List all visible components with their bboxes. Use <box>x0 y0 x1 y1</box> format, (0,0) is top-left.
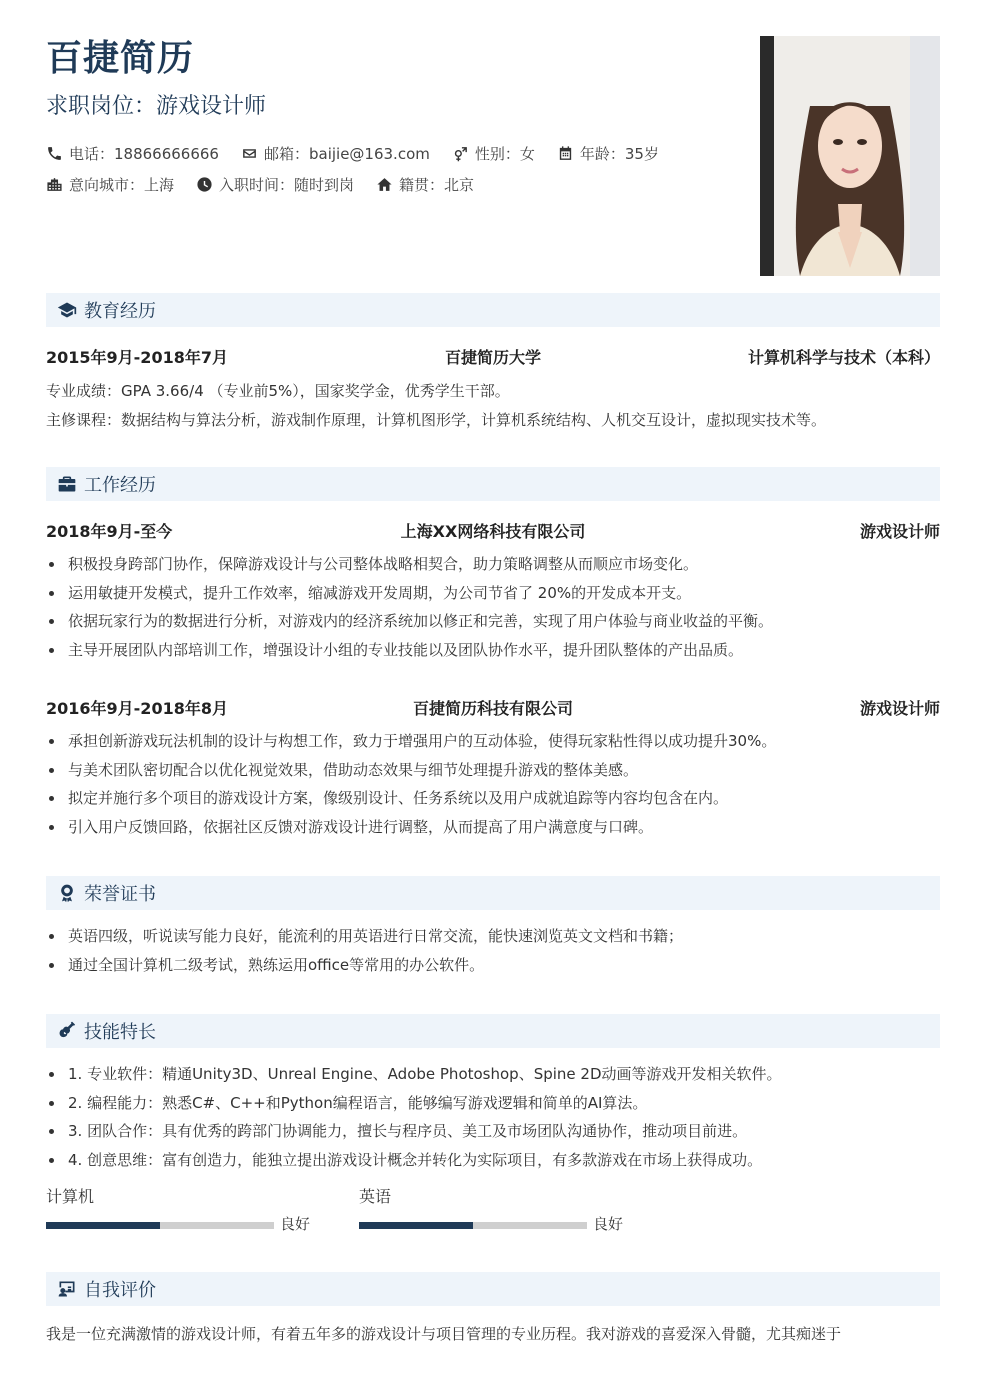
city-info <box>46 174 174 195</box>
job-1-company: 上海XX网络科技有限公司 <box>400 522 586 541</box>
section-education-title: 教育经历 <box>84 301 156 322</box>
job-entry-2 <box>46 696 940 720</box>
skill-english-fill <box>359 1222 473 1229</box>
list-item: 与美术团队密切配合以优化视觉效果，借助动态效果与细节处理提升游戏的整体美感。 <box>46 756 776 785</box>
section-self-eval-header <box>46 1272 940 1306</box>
skill-computer-level: 良好 <box>280 1215 311 1233</box>
guitar-icon <box>56 1021 78 1041</box>
age-text: 年龄：35岁 <box>579 145 659 163</box>
section-education-header <box>46 293 940 327</box>
gender-info <box>452 143 535 164</box>
mail-icon <box>241 145 258 162</box>
contact-row-1 <box>46 143 681 164</box>
skill-bar-english <box>359 1184 639 1244</box>
honors-bullets <box>46 922 683 979</box>
list-item: 引入用户反馈回路，依据社区反馈对游戏设计进行调整，从而提高了用户满意度与口碑。 <box>46 813 776 842</box>
job-position: 求职岗位：游戏设计师 <box>46 94 267 119</box>
section-self-eval-title: 自我评价 <box>84 1280 156 1301</box>
profile-photo <box>760 36 940 276</box>
list-item: 依据玩家行为的数据进行分析，对游戏内的经济系统加以修正和完善，实现了用户体验与商业收益的平衡。 <box>46 607 773 636</box>
section-work-header <box>46 467 940 501</box>
start-time-info <box>196 174 354 195</box>
skills-bullets <box>46 1060 782 1175</box>
gender-icon <box>452 145 469 162</box>
presentation-icon <box>56 1279 78 1299</box>
list-item: 3. 团队合作：具有优秀的跨部门协调能力，擅长与程序员、美工及市场团队沟通协作，推动项目前进。 <box>46 1117 782 1146</box>
hometown-text: 籍贯：北京 <box>399 176 475 194</box>
section-honors-header <box>46 876 940 910</box>
job-2-date: 2016年9月-2018年8月 <box>46 699 228 718</box>
section-work-title: 工作经历 <box>84 475 156 496</box>
education-date: 2015年9月-2018年7月 <box>46 348 228 367</box>
contact-row-2 <box>46 174 496 195</box>
resume-title: 百捷简历 <box>46 38 195 79</box>
list-item: 运用敏捷开发模式，提升工作效率，缩减游戏开发周期，为公司节省了 20%的开发成本开支。 <box>46 579 773 608</box>
phone-info <box>46 143 219 164</box>
profile-photo-illustration <box>760 36 940 276</box>
skill-computer-name: 计算机 <box>46 1187 95 1206</box>
home-icon <box>376 176 393 193</box>
list-item: 通过全国计算机二级考试，熟练运用office等常用的办公软件。 <box>46 951 683 980</box>
award-icon <box>56 883 78 903</box>
education-courses: 主修课程：数据结构与算法分析，游戏制作原理，计算机图形学，计算机系统结构、人机交互设计，虚拟现实技术等。 <box>46 411 827 429</box>
job-entry-1 <box>46 519 940 543</box>
skill-bar-computer <box>46 1184 326 1244</box>
education-gpa: 专业成绩：GPA 3.66/4 （专业前5%），国家奖学金，优秀学生干部。 <box>46 382 510 400</box>
calendar-icon <box>557 145 574 162</box>
skill-computer-track <box>46 1222 274 1229</box>
self-eval-text: 我是一位充满激情的游戏设计师，有着五年多的游戏设计与项目管理的专业历程。我对游戏的喜爱深入骨髓，尤其痴迷于 <box>46 1325 842 1343</box>
job-2-role: 游戏设计师 <box>859 699 940 718</box>
skill-computer-fill <box>46 1222 160 1229</box>
skill-english-name: 英语 <box>359 1187 392 1206</box>
list-item: 2. 编程能力：熟悉C#、C++和Python编程语言，能够编写游戏逻辑和简单的AI算法。 <box>46 1089 782 1118</box>
city-text: 意向城市：上海 <box>69 176 175 194</box>
list-item: 1. 专业软件：精通Unity3D、Unreal Engine、Adobe Photoshop、Spine 2D动画等游戏开发相关软件。 <box>46 1060 782 1089</box>
skill-english-level: 良好 <box>593 1215 624 1233</box>
briefcase-icon <box>56 474 78 494</box>
list-item: 英语四级，听说读写能力良好，能流利的用英语进行日常交流，能快速浏览英文文档和书籍； <box>46 922 683 951</box>
skill-english-track <box>359 1222 587 1229</box>
list-item: 拟定并施行多个项目的游戏设计方案，像级别设计、任务系统以及用户成就追踪等内容均包含在内。 <box>46 784 776 813</box>
hometown-info <box>376 174 474 195</box>
list-item: 承担创新游戏玩法机制的设计与构想工作，致力于增强用户的互动体验，使得玩家粘性得以成功提升30%。 <box>46 727 776 756</box>
education-entry <box>46 345 940 369</box>
phone-icon <box>46 145 63 162</box>
job-1-date: 2018年9月-至今 <box>46 522 173 541</box>
clock-icon <box>196 176 213 193</box>
job-2-bullets <box>46 727 776 842</box>
education-major: 计算机科学与技术（本科） <box>747 348 940 367</box>
phone-text: 电话：18866666666 <box>69 145 219 163</box>
graduation-cap-icon <box>56 300 78 320</box>
start-time-text: 入职时间：随时到岗 <box>219 176 355 194</box>
job-2-company: 百捷简历科技有限公司 <box>412 699 573 718</box>
gender-text: 性别：女 <box>474 145 535 163</box>
list-item: 4. 创意思维：富有创造力，能独立提出游戏设计概念并转化为实际项目，有多款游戏在市场上获得成功。 <box>46 1146 782 1175</box>
section-skills-title: 技能特长 <box>84 1022 156 1043</box>
job-1-bullets <box>46 550 773 665</box>
email-text: 邮箱：baijie@163.com <box>263 145 430 163</box>
email-info <box>241 143 430 164</box>
list-item: 主导开展团队内部培训工作，增强设计小组的专业技能以及团队协作水平，提升团队整体的产出品质。 <box>46 636 773 665</box>
section-skills-header <box>46 1014 940 1048</box>
list-item: 积极投身跨部门协作，保障游戏设计与公司整体战略相契合，助力策略调整从而顺应市场变化。 <box>46 550 773 579</box>
city-icon <box>46 176 63 193</box>
job-1-role: 游戏设计师 <box>859 522 940 541</box>
education-school: 百捷简历大学 <box>444 348 541 367</box>
section-honors-title: 荣誉证书 <box>84 884 156 905</box>
age-info <box>557 143 659 164</box>
